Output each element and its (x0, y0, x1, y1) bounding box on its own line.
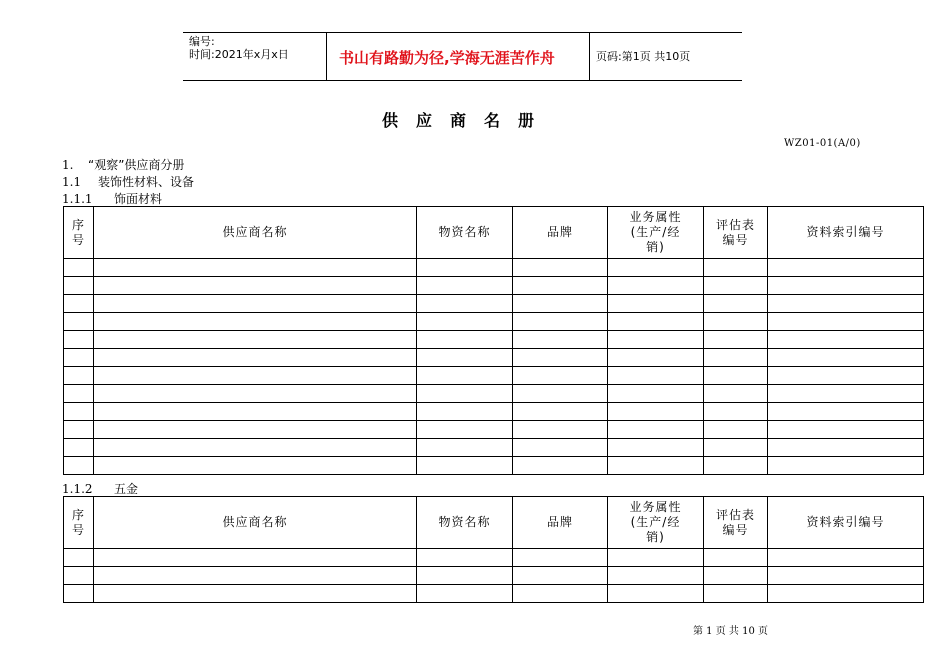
brand-cell (513, 367, 608, 385)
eval-form-no-cell (704, 385, 768, 403)
eval-form-no-cell (704, 457, 768, 475)
doc-index-no-cell (768, 277, 924, 295)
brand-cell (513, 439, 608, 457)
footer-page-info: 第 1 页 共 10 页 (693, 626, 768, 637)
table-row (64, 403, 924, 421)
supplier-name-cell (94, 367, 417, 385)
section-1-1-text: 装饰性材料、设备 (98, 175, 195, 189)
column-header-brand: 品牌 (513, 497, 608, 549)
seq-cell (64, 549, 94, 567)
supplier-table-hardware (63, 496, 924, 603)
table-row (64, 457, 924, 475)
header-divider-left (326, 32, 327, 80)
supplier-name-cell (94, 295, 417, 313)
doc-index-no-cell (768, 259, 924, 277)
seq-cell (64, 457, 94, 475)
brand-cell (513, 259, 608, 277)
seq-cell (64, 403, 94, 421)
supplier-name-cell (94, 331, 417, 349)
supplier-name-cell (94, 457, 417, 475)
eval-form-no-cell (704, 567, 768, 585)
supplier-name-cell (94, 277, 417, 295)
section-1-1-2-text: 五金 (114, 482, 139, 496)
doc-index-no-cell (768, 313, 924, 331)
table-row (64, 259, 924, 277)
supplier-name-cell (94, 549, 417, 567)
business-attr-cell (608, 367, 704, 385)
material-name-cell (417, 295, 513, 313)
doc-index-no-cell (768, 421, 924, 439)
business-attr-cell (608, 295, 704, 313)
header-top-rule (183, 32, 742, 33)
column-header-eval-form-no: 评估表编号 (704, 497, 768, 549)
material-name-cell (417, 313, 513, 331)
seq-cell (64, 259, 94, 277)
material-name-cell (417, 367, 513, 385)
section-1-number: 1. (62, 158, 74, 172)
brand-cell (513, 549, 608, 567)
column-header-seq: 序号 (64, 497, 94, 549)
material-name-cell (417, 403, 513, 421)
table-header-row (64, 497, 924, 549)
material-name-cell (417, 385, 513, 403)
doc-index-no-cell (768, 403, 924, 421)
table-row (64, 295, 924, 313)
doc-index-no-cell (768, 367, 924, 385)
eval-form-no-cell (704, 403, 768, 421)
supplier-name-cell (94, 585, 417, 603)
section-1-1-number: 1.1 (62, 175, 82, 189)
section-1-1-1-number: 1.1.1 (62, 192, 93, 206)
table-row (64, 439, 924, 457)
material-name-cell (417, 567, 513, 585)
column-header-doc-index-no: 资料索引编号 (768, 207, 924, 259)
column-header-material-name: 物资名称 (417, 497, 513, 549)
brand-cell (513, 421, 608, 439)
supplier-name-cell (94, 567, 417, 585)
seq-cell (64, 277, 94, 295)
doc-index-no-cell (768, 549, 924, 567)
material-name-cell (417, 439, 513, 457)
section-1-1-heading (62, 173, 194, 190)
section-1-1-2-heading (62, 480, 138, 497)
eval-form-no-cell (704, 549, 768, 567)
brand-cell (513, 457, 608, 475)
business-attr-cell (608, 403, 704, 421)
brand-cell (513, 385, 608, 403)
header-divider-right (589, 32, 590, 80)
table-row (64, 585, 924, 603)
eval-form-no-cell (704, 349, 768, 367)
eval-form-no-cell (704, 313, 768, 331)
doc-index-no-cell (768, 585, 924, 603)
header-time-label: 时间:2021年x月x日 (189, 48, 289, 61)
table-row (64, 331, 924, 349)
table-row (64, 549, 924, 567)
section-1-heading (62, 156, 184, 173)
column-header-brand: 品牌 (513, 207, 608, 259)
supplier-name-cell (94, 421, 417, 439)
seq-cell (64, 349, 94, 367)
supplier-table-finishing-materials (63, 206, 924, 475)
column-header-eval-form-no: 评估表编号 (704, 207, 768, 259)
material-name-cell (417, 259, 513, 277)
table-row (64, 567, 924, 585)
seq-cell (64, 367, 94, 385)
brand-cell (513, 403, 608, 421)
seq-cell (64, 295, 94, 313)
business-attr-cell (608, 421, 704, 439)
brand-cell (513, 295, 608, 313)
document-number: WZ01-01(A/0) (784, 138, 861, 149)
material-name-cell (417, 421, 513, 439)
brand-cell (513, 277, 608, 295)
eval-form-no-cell (704, 421, 768, 439)
supplier-name-cell (94, 403, 417, 421)
supplier-name-cell (94, 439, 417, 457)
business-attr-cell (608, 385, 704, 403)
column-header-doc-index-no: 资料索引编号 (768, 497, 924, 549)
supplier-name-cell (94, 385, 417, 403)
section-1-1-1-heading (62, 190, 162, 207)
eval-form-no-cell (704, 367, 768, 385)
brand-cell (513, 313, 608, 331)
table-row (64, 277, 924, 295)
business-attr-cell (608, 313, 704, 331)
table-row (64, 367, 924, 385)
column-header-supplier-name: 供应商名称 (94, 497, 417, 549)
brand-cell (513, 349, 608, 367)
seq-cell (64, 439, 94, 457)
column-header-supplier-name: 供应商名称 (94, 207, 417, 259)
column-header-business-attr: 业务属性(生产/经销) (608, 497, 704, 549)
table-row (64, 421, 924, 439)
supplier-name-cell (94, 313, 417, 331)
column-header-seq: 序号 (64, 207, 94, 259)
doc-index-no-cell (768, 439, 924, 457)
business-attr-cell (608, 331, 704, 349)
header-motto: 书山有路勤为径,学海无涯苦作舟 (339, 49, 555, 67)
business-attr-cell (608, 439, 704, 457)
doc-index-no-cell (768, 457, 924, 475)
material-name-cell (417, 349, 513, 367)
material-name-cell (417, 549, 513, 567)
doc-index-no-cell (768, 295, 924, 313)
brand-cell (513, 331, 608, 349)
material-name-cell (417, 585, 513, 603)
seq-cell (64, 567, 94, 585)
section-1-1-1-text: 饰面材料 (114, 192, 163, 206)
table-row (64, 385, 924, 403)
brand-cell (513, 567, 608, 585)
table-row (64, 349, 924, 367)
doc-index-no-cell (768, 385, 924, 403)
column-header-material-name: 物资名称 (417, 207, 513, 259)
business-attr-cell (608, 349, 704, 367)
header-bottom-rule (183, 80, 742, 81)
eval-form-no-cell (704, 331, 768, 349)
header-number-label: 编号: (189, 35, 215, 48)
supplier-name-cell (94, 349, 417, 367)
business-attr-cell (608, 567, 704, 585)
business-attr-cell (608, 277, 704, 295)
eval-form-no-cell (704, 277, 768, 295)
doc-index-no-cell (768, 331, 924, 349)
seq-cell (64, 331, 94, 349)
brand-cell (513, 585, 608, 603)
header-page-info: 页码:第1页 共10页 (596, 50, 691, 63)
table-row (64, 313, 924, 331)
business-attr-cell (608, 585, 704, 603)
seq-cell (64, 385, 94, 403)
business-attr-cell (608, 457, 704, 475)
supplier-name-cell (94, 259, 417, 277)
page-title: 供应商名册 (382, 111, 553, 130)
seq-cell (64, 585, 94, 603)
doc-index-no-cell (768, 349, 924, 367)
eval-form-no-cell (704, 259, 768, 277)
doc-index-no-cell (768, 567, 924, 585)
section-1-text: “观察”供应商分册 (88, 158, 185, 172)
seq-cell (64, 313, 94, 331)
material-name-cell (417, 331, 513, 349)
seq-cell (64, 421, 94, 439)
material-name-cell (417, 277, 513, 295)
eval-form-no-cell (704, 295, 768, 313)
business-attr-cell (608, 259, 704, 277)
eval-form-no-cell (704, 439, 768, 457)
material-name-cell (417, 457, 513, 475)
section-1-1-2-number: 1.1.2 (62, 482, 93, 496)
business-attr-cell (608, 549, 704, 567)
table-header-row (64, 207, 924, 259)
column-header-business-attr: 业务属性(生产/经销) (608, 207, 704, 259)
eval-form-no-cell (704, 585, 768, 603)
